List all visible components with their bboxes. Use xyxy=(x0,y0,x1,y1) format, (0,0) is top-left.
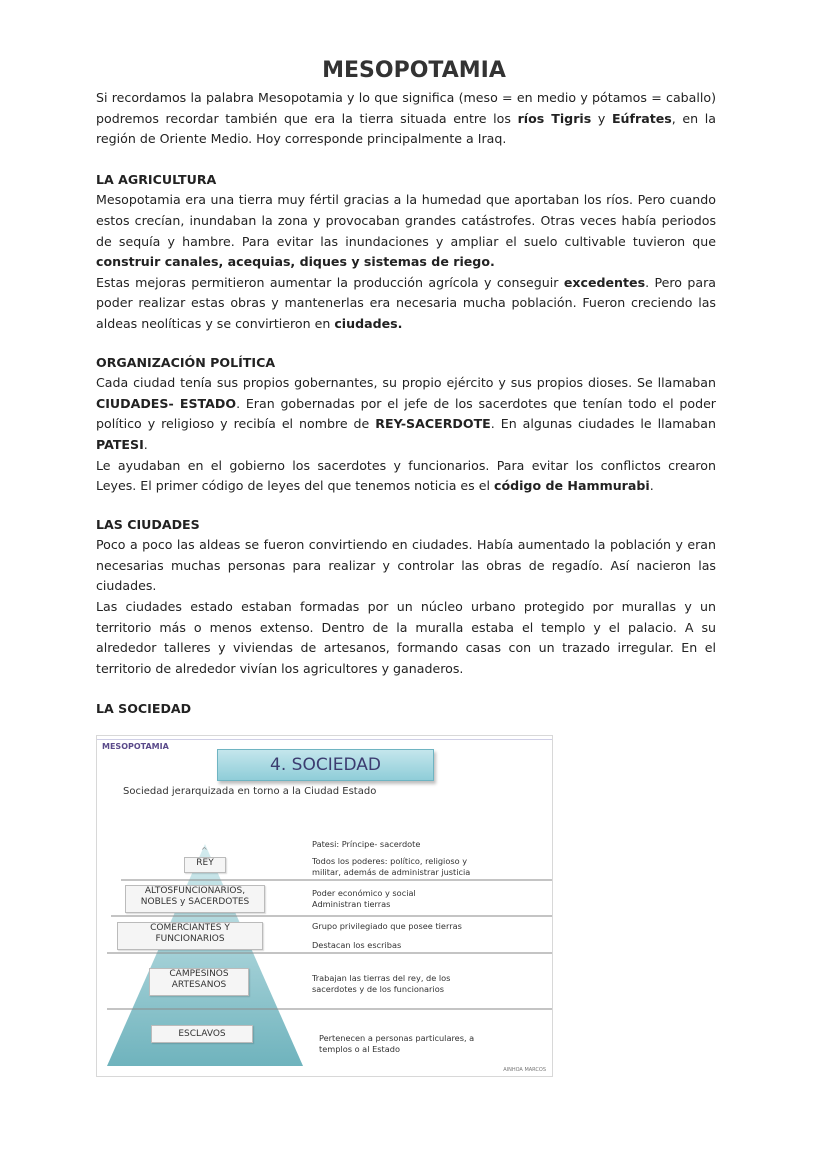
bold-term: excedentes xyxy=(563,274,646,290)
bold-term: código de Hammurabi xyxy=(493,478,650,494)
text-run: , en la región de Oriente Medio. Hoy corresponde principalmente a Iraq. xyxy=(96,110,716,147)
desc-rey-line-2: militar, además de administrar justicia xyxy=(312,867,471,877)
desc-rey xyxy=(312,856,470,878)
level-rey xyxy=(184,857,226,873)
desc-esclavos-line-1: Pertenecen a personas particulares, a xyxy=(319,1033,475,1043)
desc-comerciantes-line-2: Destacan los escribas xyxy=(312,940,402,950)
desc-rey-line-1: Todos los poderes: político, religioso y xyxy=(312,856,468,866)
level-altos-line-2: NOBLES y SACERDOTES xyxy=(140,897,250,907)
level-esclavos-label: ESCLAVOS xyxy=(178,1029,226,1039)
bold-term: ríos Tigris xyxy=(517,110,592,126)
desc-esclavos xyxy=(319,1033,474,1055)
desc-comerciantes-line-1: Grupo privilegiado que posee tierras xyxy=(312,921,462,931)
text-run: Estas mejoras permitieron aumentar la producción agrícola y conseguir xyxy=(96,274,564,290)
society-heading: LA SOCIEDAD xyxy=(96,701,192,717)
politics-heading: ORGANIZACIÓN POLÍTICA xyxy=(96,354,276,370)
level-esclavos xyxy=(151,1025,253,1043)
desc-altos-line-2: Administran tierras xyxy=(312,899,391,909)
bold-term: CIUDADES- ESTADO xyxy=(96,395,237,411)
level-campesinos xyxy=(149,968,249,996)
text-run: . xyxy=(649,478,654,494)
level-campesinos-line-1: CAMPESINOS xyxy=(169,969,229,979)
bold-term: construir canales, acequias, diques y sistemas de riego. xyxy=(96,254,495,270)
desc-campesinos-line-2: sacerdotes y de los funcionarios xyxy=(312,984,444,994)
text-run: Le ayudaban en el gobierno los sacerdotes y funcionarios. Para evitar los conflictos crearon Leyes. El primer código de leyes del que tenemos noticia es el xyxy=(96,457,716,494)
text-run: Si recordamos la palabra Mesopotamia y lo que significa (meso = en medio y pótamos = caballo) podremos recordar también que era la tierra situada entre los xyxy=(96,90,716,126)
level-comerciantes xyxy=(117,922,263,950)
text-run: y xyxy=(591,110,612,126)
desc-comerciantes xyxy=(312,921,462,951)
desc-altos xyxy=(312,888,416,910)
intro-paragraph xyxy=(96,88,716,150)
agriculture-paragraph-1 xyxy=(96,190,716,272)
bold-term: Eúfrates xyxy=(611,110,672,126)
desc-altos-line-1: Poder económico y social xyxy=(312,888,416,898)
text-run: Cada ciudad tenía sus propios gobernantes, su propio ejército y sus propios dioses. Se llamaban xyxy=(96,375,716,391)
society-slide-image xyxy=(96,735,553,1077)
text-run: Poco a poco las aldeas se fueron convirtiendo en ciudades. Había aumentado la población y eran necesarias muchas personas para realizar y controlar las obras de regadío. Así nacieron las ciudades. xyxy=(96,537,716,594)
text-run: . Pero para poder realizar estas obras y mantenerlas era necesaria mucha población. Fueron creciendo las aldeas neolíticas y se convirtieron en xyxy=(96,274,716,331)
text-run: Mesopotamia era una tierra muy fértil gracias a la humedad que aportaban los ríos. Pero cuando estos crecían, inundaban la zona y provocaban grandes catástrofes. Otras veces había periodos de sequía y hambre. Para evitar las inundaciones y ampliar el suelo cultivable tuvieron que xyxy=(96,192,716,249)
level-altos xyxy=(125,885,265,913)
text-run: . xyxy=(143,436,148,452)
level-rey-label: REY xyxy=(196,858,214,868)
text-run: . Eran gobernadas por el jefe de los sacerdotes que tenían todo el poder político y religioso y recibía el nombre de xyxy=(96,395,716,432)
slide-banner: 4. SOCIEDAD xyxy=(217,749,434,781)
level-comerciantes-line-1: COMERCIANTES Y xyxy=(150,923,230,933)
cities-paragraph-2 xyxy=(96,597,716,679)
desc-patesi: Patesi: Príncipe- sacerdote xyxy=(312,839,421,849)
cities-heading: LAS CIUDADES xyxy=(96,516,200,532)
bold-term: ciudades. xyxy=(334,315,403,331)
level-campesinos-line-2: ARTESANOS xyxy=(171,980,227,990)
level-altos-line-1: ALTOSFUNCIONARIOS, xyxy=(144,886,246,896)
politics-paragraph-1 xyxy=(96,373,716,455)
text-run: Las ciudades estado estaban formadas por un núcleo urbano protegido por murallas y un territorio más o menos extenso. Dentro de la muralla estaba el templo y el palacio. A su alrededor talleres y viviendas de artesanos, formando casas con un trazado irregular. En el territorio de alrededor vivían los agricultores y ganaderos. xyxy=(96,599,716,676)
pyramid-apex-mark: ^ xyxy=(201,846,208,855)
text-run: . En algunas ciudades le llamaban xyxy=(490,416,716,432)
level-comerciantes-line-2: FUNCIONARIOS xyxy=(155,934,225,944)
page-title: MESOPOTAMIA xyxy=(322,58,506,83)
agriculture-heading: LA AGRICULTURA xyxy=(96,171,217,187)
slide-subtitle: Sociedad jerarquizada en torno a la Ciudad Estado xyxy=(123,786,377,797)
bold-term: REY-SACERDOTE xyxy=(375,416,491,432)
desc-esclavos-line-2: templos o al Estado xyxy=(319,1044,400,1054)
slide-corner-label: MESOPOTAMIA xyxy=(102,742,169,751)
desc-campesinos-line-1: Trabajan las tierras del rey, de los xyxy=(312,973,451,983)
bold-term: PATESI xyxy=(96,436,144,452)
agriculture-paragraph-2 xyxy=(96,273,716,335)
desc-campesinos xyxy=(312,973,450,995)
cities-paragraph-1 xyxy=(96,535,716,597)
politics-paragraph-2 xyxy=(96,456,716,497)
document-body xyxy=(96,88,716,720)
slide-signature: AINHOA MARCOS xyxy=(503,1067,546,1073)
